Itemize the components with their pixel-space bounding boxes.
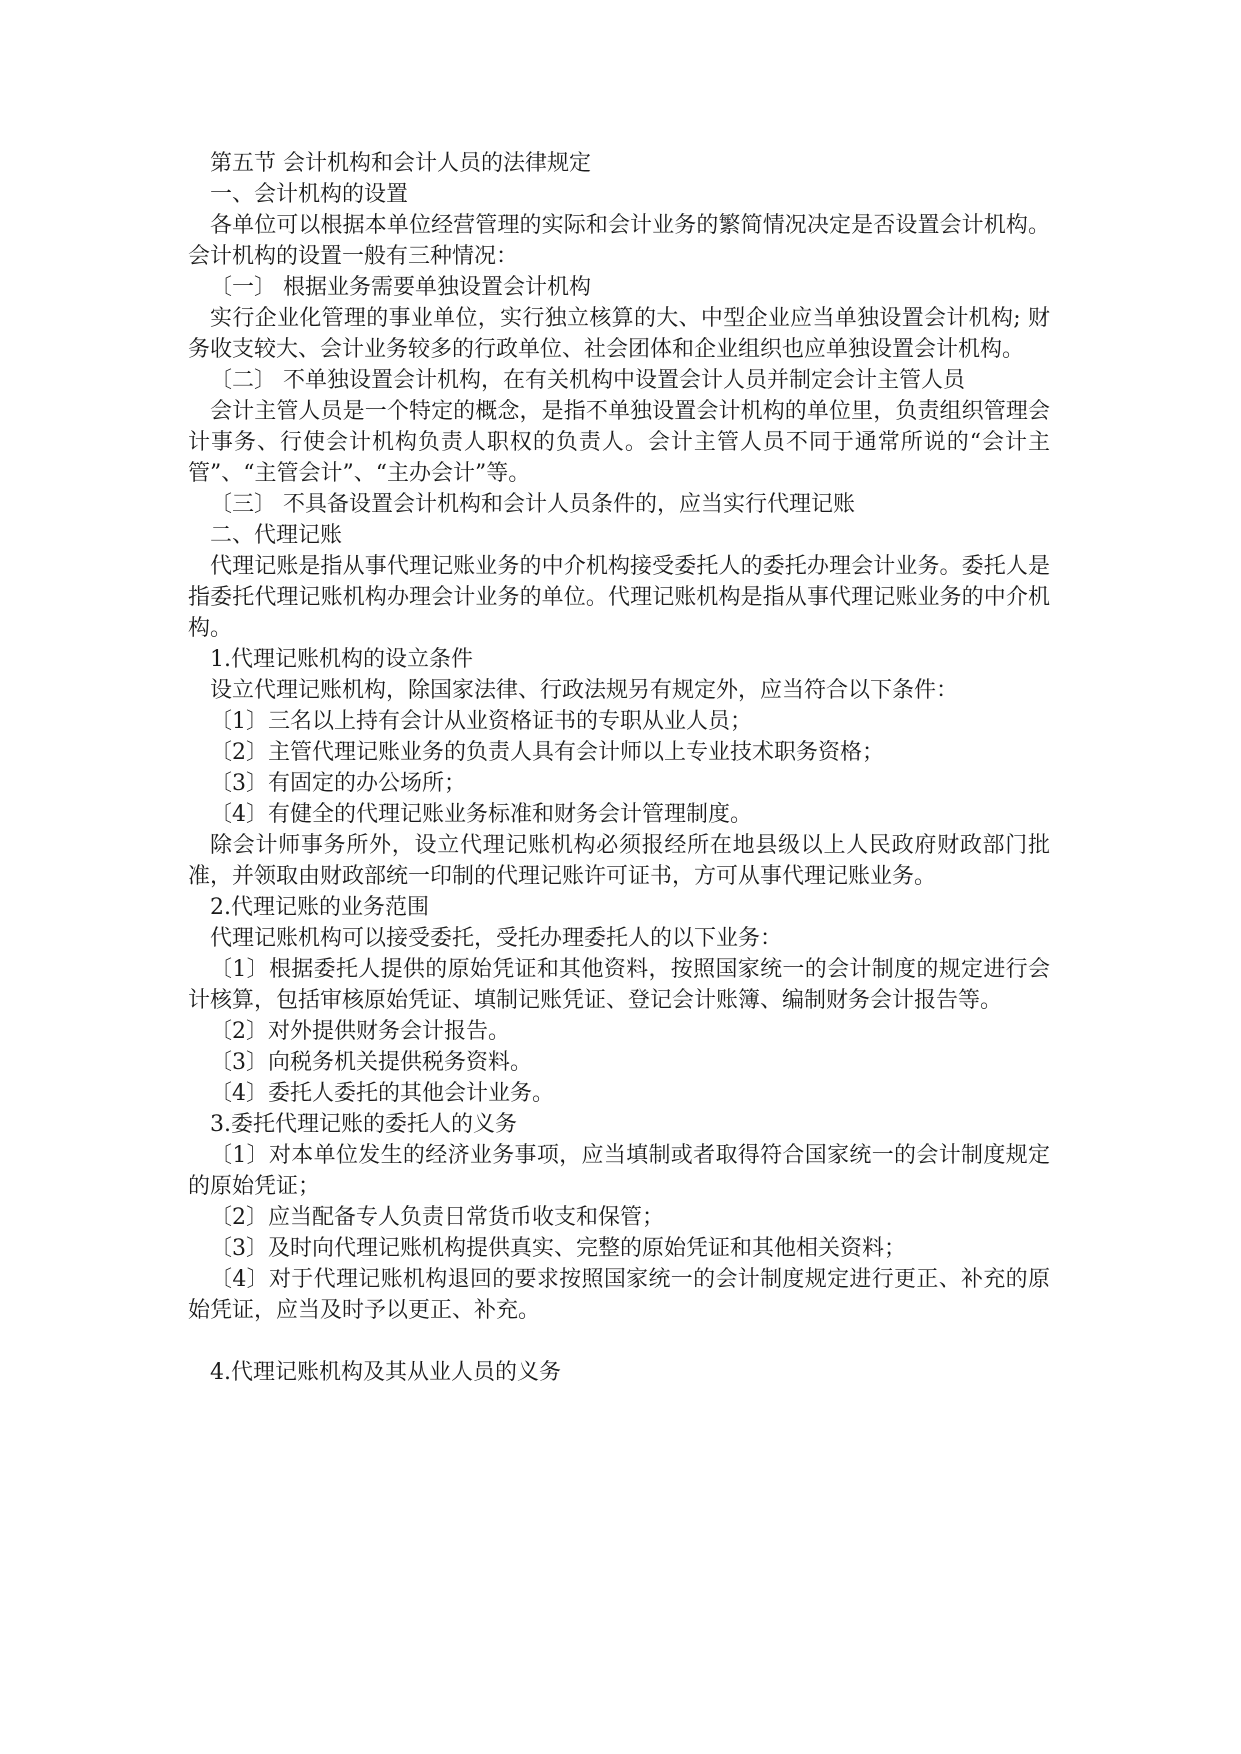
list-item: 〔1〕根据委托人提供的原始凭证和其他资料，按照国家统一的会计制度的规定进行会计核算，包括审核原始凭证、填制记账凭证、登记会计账簿、编制财务会计报告等。	[188, 957, 1050, 1013]
list-item: 〔3〕及时向代理记账机构提供真实、完整的原始凭证和其他相关资料；	[210, 1236, 906, 1261]
paragraph: 除会计师事务所外，设立代理记账机构必须报经所在地县级以上人民政府财政部门批准，并领取由财政部统一印制的代理记账许可证书，方可从事代理记账业务。	[188, 833, 1050, 889]
list-item: 〔2〕应当配备专人负责日常货币收支和保管；	[210, 1205, 664, 1230]
list-item: 〔3〕有固定的办公场所；	[210, 771, 466, 796]
list-item: 〔4〕委托人委托的其他会计业务。	[210, 1081, 554, 1106]
paragraph: 会计主管人员是一个特定的概念，是指不单独设置会计机构的单位里，负责组织管理会计事务、行使会计机构负责人职权的负责人。会计主管人员不同于通常所说的“会计主管”、“主管会计”、“主办会计”等。	[188, 399, 1050, 486]
heading-agency-bookkeeping: 二、代理记账	[210, 523, 343, 548]
paragraph: 代理记账是指从事代理记账业务的中介机构接受委托人的委托办理会计业务。委托人是指委托代理记账机构办理会计业务的单位。代理记账机构是指从事代理记账业务的中介机构。	[188, 554, 1050, 641]
subheading: 〔二〕 不单独设置会计机构，在有关机构中设置会计人员并制定会计主管人员	[210, 368, 965, 393]
list-item: 〔1〕三名以上持有会计从业资格证书的专职从业人员；	[210, 709, 752, 734]
list-item: 〔2〕主管代理记账业务的负责人具有会计师以上专业技术职务资格；	[210, 740, 884, 765]
heading-accounting-org-setup: 一、会计机构的设置	[210, 182, 409, 207]
list-item: 〔2〕对外提供财务会计报告。	[210, 1019, 510, 1044]
list-item: 〔4〕有健全的代理记账业务标准和财务会计管理制度。	[210, 802, 752, 827]
document-body	[188, 148, 1050, 1388]
paragraph: 实行企业化管理的事业单位，实行独立核算的大、中型企业应当单独设置会计机构; 财务收支较大、会计业务较多的行政单位、社会团体和企业组织也应单独设置会计机构。	[188, 306, 1050, 362]
paragraph: 设立代理记账机构，除国家法律、行政法规另有规定外，应当符合以下条件：	[210, 678, 959, 703]
paragraph: 各单位可以根据本单位经营管理的实际和会计业务的繁简情况决定是否设置会计机构。会计机构的设置一般有三种情况：	[188, 213, 1050, 269]
blank-line	[188, 1326, 1050, 1357]
subheading: 1.代理记账机构的设立条件	[210, 647, 473, 672]
subheading: 〔三〕 不具备设置会计机构和会计人员条件的，应当实行代理记账	[210, 492, 855, 517]
section-title: 第五节 会计机构和会计人员的法律规定	[210, 151, 591, 176]
list-item: 〔4〕对于代理记账机构退回的要求按照国家统一的会计制度规定进行更正、补充的原始凭证，应当及时予以更正、补充。	[188, 1267, 1050, 1323]
subheading: 〔一〕 根据业务需要单独设置会计机构	[210, 275, 591, 300]
subheading: 3.委托代理记账的委托人的义务	[210, 1112, 517, 1137]
list-item: 〔3〕向税务机关提供税务资料。	[210, 1050, 532, 1075]
subheading: 2.代理记账的业务范围	[210, 895, 429, 920]
paragraph: 代理记账机构可以接受委托，受托办理委托人的以下业务：	[210, 926, 783, 951]
subheading: 4.代理记账机构及其从业人员的义务	[210, 1360, 561, 1385]
list-item: 〔1〕对本单位发生的经济业务事项，应当填制或者取得符合国家统一的会计制度规定的原始凭证；	[188, 1143, 1050, 1199]
